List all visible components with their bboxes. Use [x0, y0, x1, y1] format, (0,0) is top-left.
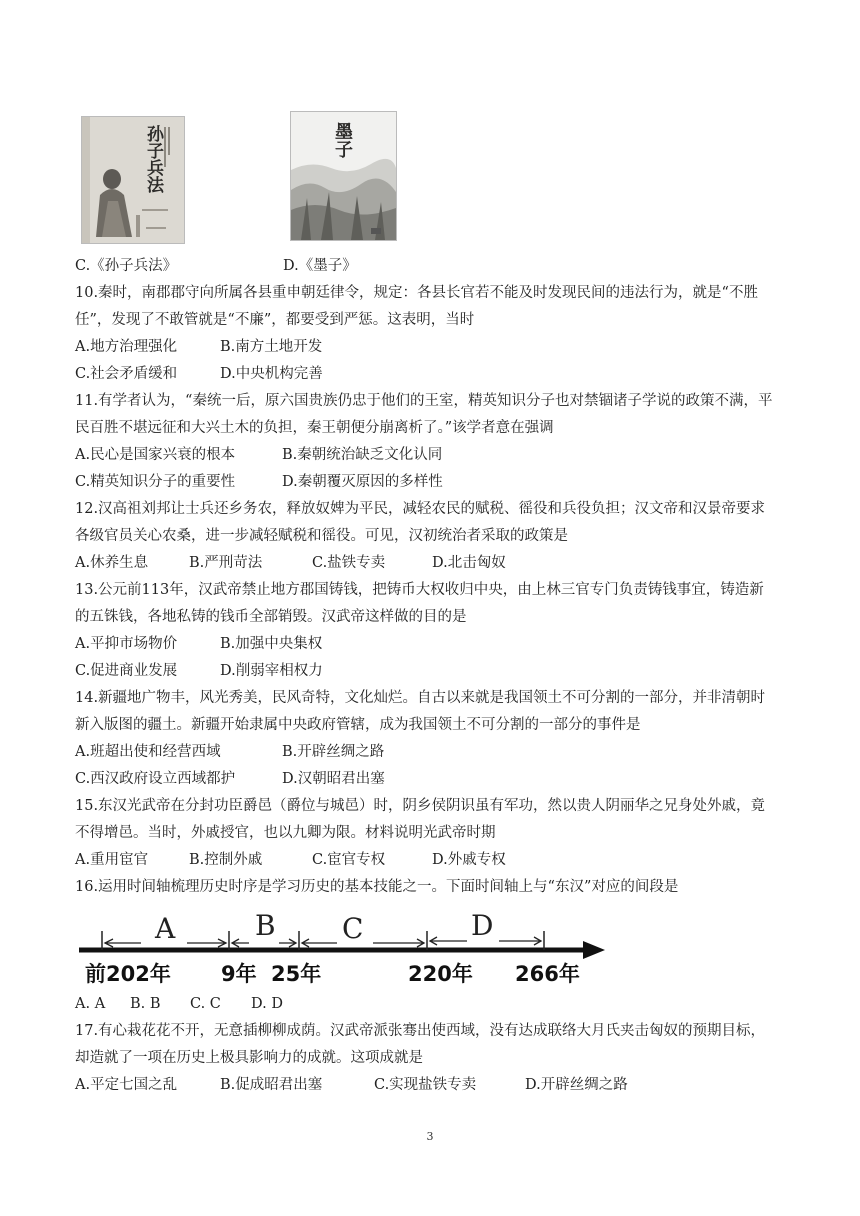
- q10-stem-line2: 任”，发现了不敢管就是“不廉”，都要受到严惩。这表明，当时: [75, 312, 475, 328]
- q11-option-d: D.秦朝覆灭原因的多样性: [282, 474, 443, 490]
- q17-stem-line2: 却造就了一项在历史上极具影响力的成就。这项成就是: [75, 1050, 423, 1066]
- q15-option-a: A.重用宦官: [75, 852, 149, 868]
- q11-option-a: A.民心是国家兴衰的根本: [75, 447, 236, 463]
- q13-option-b: B.加强中央集权: [220, 636, 323, 652]
- q13-stem-line1: 13.公元前113年，汉武帝禁止地方郡国铸钱，把铸币大权收归中央，由上林三官专门负责铸钱事宜，铸造新: [75, 582, 764, 598]
- q17-option-b: B.促成昭君出塞: [220, 1077, 323, 1093]
- q12-option-c: C.盐铁专卖: [312, 555, 386, 571]
- q11-stem-line1: 11.有学者认为，“秦统一后，原六国贵族仍忠于他们的王室，精英知识分子也对禁锢诸子学说的政策不满，平: [75, 393, 773, 409]
- q9-option-d: D.《墨子》: [283, 258, 357, 274]
- q16-option-c: C. C: [190, 996, 221, 1012]
- q16-option-b: B. B: [130, 996, 161, 1012]
- q12-option-a: A.休养生息: [75, 555, 149, 571]
- q9-option-c: C.《孙子兵法》: [75, 258, 178, 274]
- segment-label-a: A: [155, 912, 176, 945]
- timeline-figure: [75, 905, 610, 990]
- q14-option-a: A.班超出使和经营西域: [75, 744, 221, 760]
- q14-option-d: D.汉朝昭君出塞: [282, 771, 385, 787]
- q15-stem-line2: 不得增邑。当时，外戚授官，也以九卿为限。材料说明光武帝时期: [75, 825, 496, 841]
- tick-label-4: 220年: [408, 962, 473, 986]
- q11-stem-line2: 民百胜不堪远征和大兴土木的负担，秦王朝便分崩离析了。”该学者意在强调: [75, 420, 554, 436]
- q14-stem-line1: 14.新疆地广物丰，风光秀美，民风奇特，文化灿烂。自古以来就是我国领土不可分割的一部分，并非清朝时: [75, 690, 766, 706]
- q10-option-a: A.地方治理强化: [75, 339, 178, 355]
- q16-stem-line1: 16.运用时间轴梳理历史时序是学习历史的基本技能之一。下面时间轴上与“东汉”对应的间段是: [75, 879, 679, 895]
- mozi-cover-image: [290, 111, 397, 241]
- q15-option-c: C.宦官专权: [312, 852, 386, 868]
- q15-option-b: B.控制外戚: [189, 852, 263, 868]
- q12-option-b: B.严刑苛法: [189, 555, 263, 571]
- q16-option-d: D. D: [251, 996, 283, 1012]
- q10-option-d: D.中央机构完善: [220, 366, 323, 382]
- q11-option-b: B.秦朝统治缺乏文化认同: [282, 447, 443, 463]
- q12-stem-line2: 各级官员关心农桑，进一步减轻赋税和徭役。可见，汉初统治者采取的政策是: [75, 528, 568, 544]
- tick-label-3: 25年: [271, 962, 322, 986]
- tick-label-2: 9年: [221, 962, 257, 986]
- q14-option-b: B.开辟丝绸之路: [282, 744, 385, 760]
- q12-option-d: D.北击匈奴: [432, 555, 506, 571]
- q14-stem-line2: 新入版图的疆土。新疆开始隶属中央政府管辖，成为我国领土不可分割的一部分的事件是: [75, 717, 641, 733]
- segment-label-d: D: [471, 909, 494, 942]
- mozi-cover-title: 墨子: [332, 122, 353, 158]
- q16-option-a: A. A: [75, 996, 106, 1012]
- sunzi-bingfa-cover-image: [81, 116, 185, 244]
- q17-option-d: D.开辟丝绸之路: [525, 1077, 628, 1093]
- q17-option-a: A.平定七国之乱: [75, 1077, 178, 1093]
- q14-option-c: C.西汉政府设立西域都护: [75, 771, 236, 787]
- q13-stem-line2: 的五铢钱，各地私铸的钱币全部销毁。汉武帝这样做的目的是: [75, 609, 467, 625]
- q12-stem-line1: 12.汉高祖刘邦让士兵还乡务农，释放奴婢为平民，减轻农民的赋税、徭役和兵役负担；汉文帝和汉景帝要求: [75, 501, 766, 517]
- q17-stem-line1: 17.有心栽花花不开，无意插柳柳成荫。汉武帝派张骞出使西域，没有达成联络大月氏夹击匈奴的预期目标，: [75, 1023, 766, 1039]
- q15-stem-line1: 15.东汉光武帝在分封功臣爵邑（爵位与城邑）时，阴乡侯阴识虽有军功，然以贵人阴丽华之兄身处外戚，竟: [75, 798, 766, 814]
- sunzi-cover-title: 孙子兵法: [143, 125, 163, 193]
- q13-option-a: A.平抑市场物价: [75, 636, 178, 652]
- q10-option-c: C.社会矛盾缓和: [75, 366, 178, 382]
- q11-option-c: C.精英知识分子的重要性: [75, 474, 236, 490]
- q15-option-d: D.外戚专权: [432, 852, 506, 868]
- tick-label-1: 前202年: [85, 962, 171, 986]
- q13-option-c: C.促进商业发展: [75, 663, 178, 679]
- q17-option-c: C.实现盐铁专卖: [374, 1077, 477, 1093]
- tick-label-5: 266年: [515, 962, 580, 986]
- sunzi-cover-art: [82, 117, 184, 243]
- q10-option-b: B.南方土地开发: [220, 339, 323, 355]
- q13-option-d: D.削弱宰相权力: [220, 663, 323, 679]
- segment-label-b: B: [255, 909, 276, 942]
- q10-stem-line1: 10.秦时，南郡郡守向所属各县重申朝廷律令，规定：各县长官若不能及时发现民间的违法行为，就是“不胜: [75, 285, 758, 301]
- segment-label-c: C: [342, 912, 364, 945]
- page-number: 3: [426, 1130, 434, 1143]
- timeline-arrowhead: [583, 941, 605, 959]
